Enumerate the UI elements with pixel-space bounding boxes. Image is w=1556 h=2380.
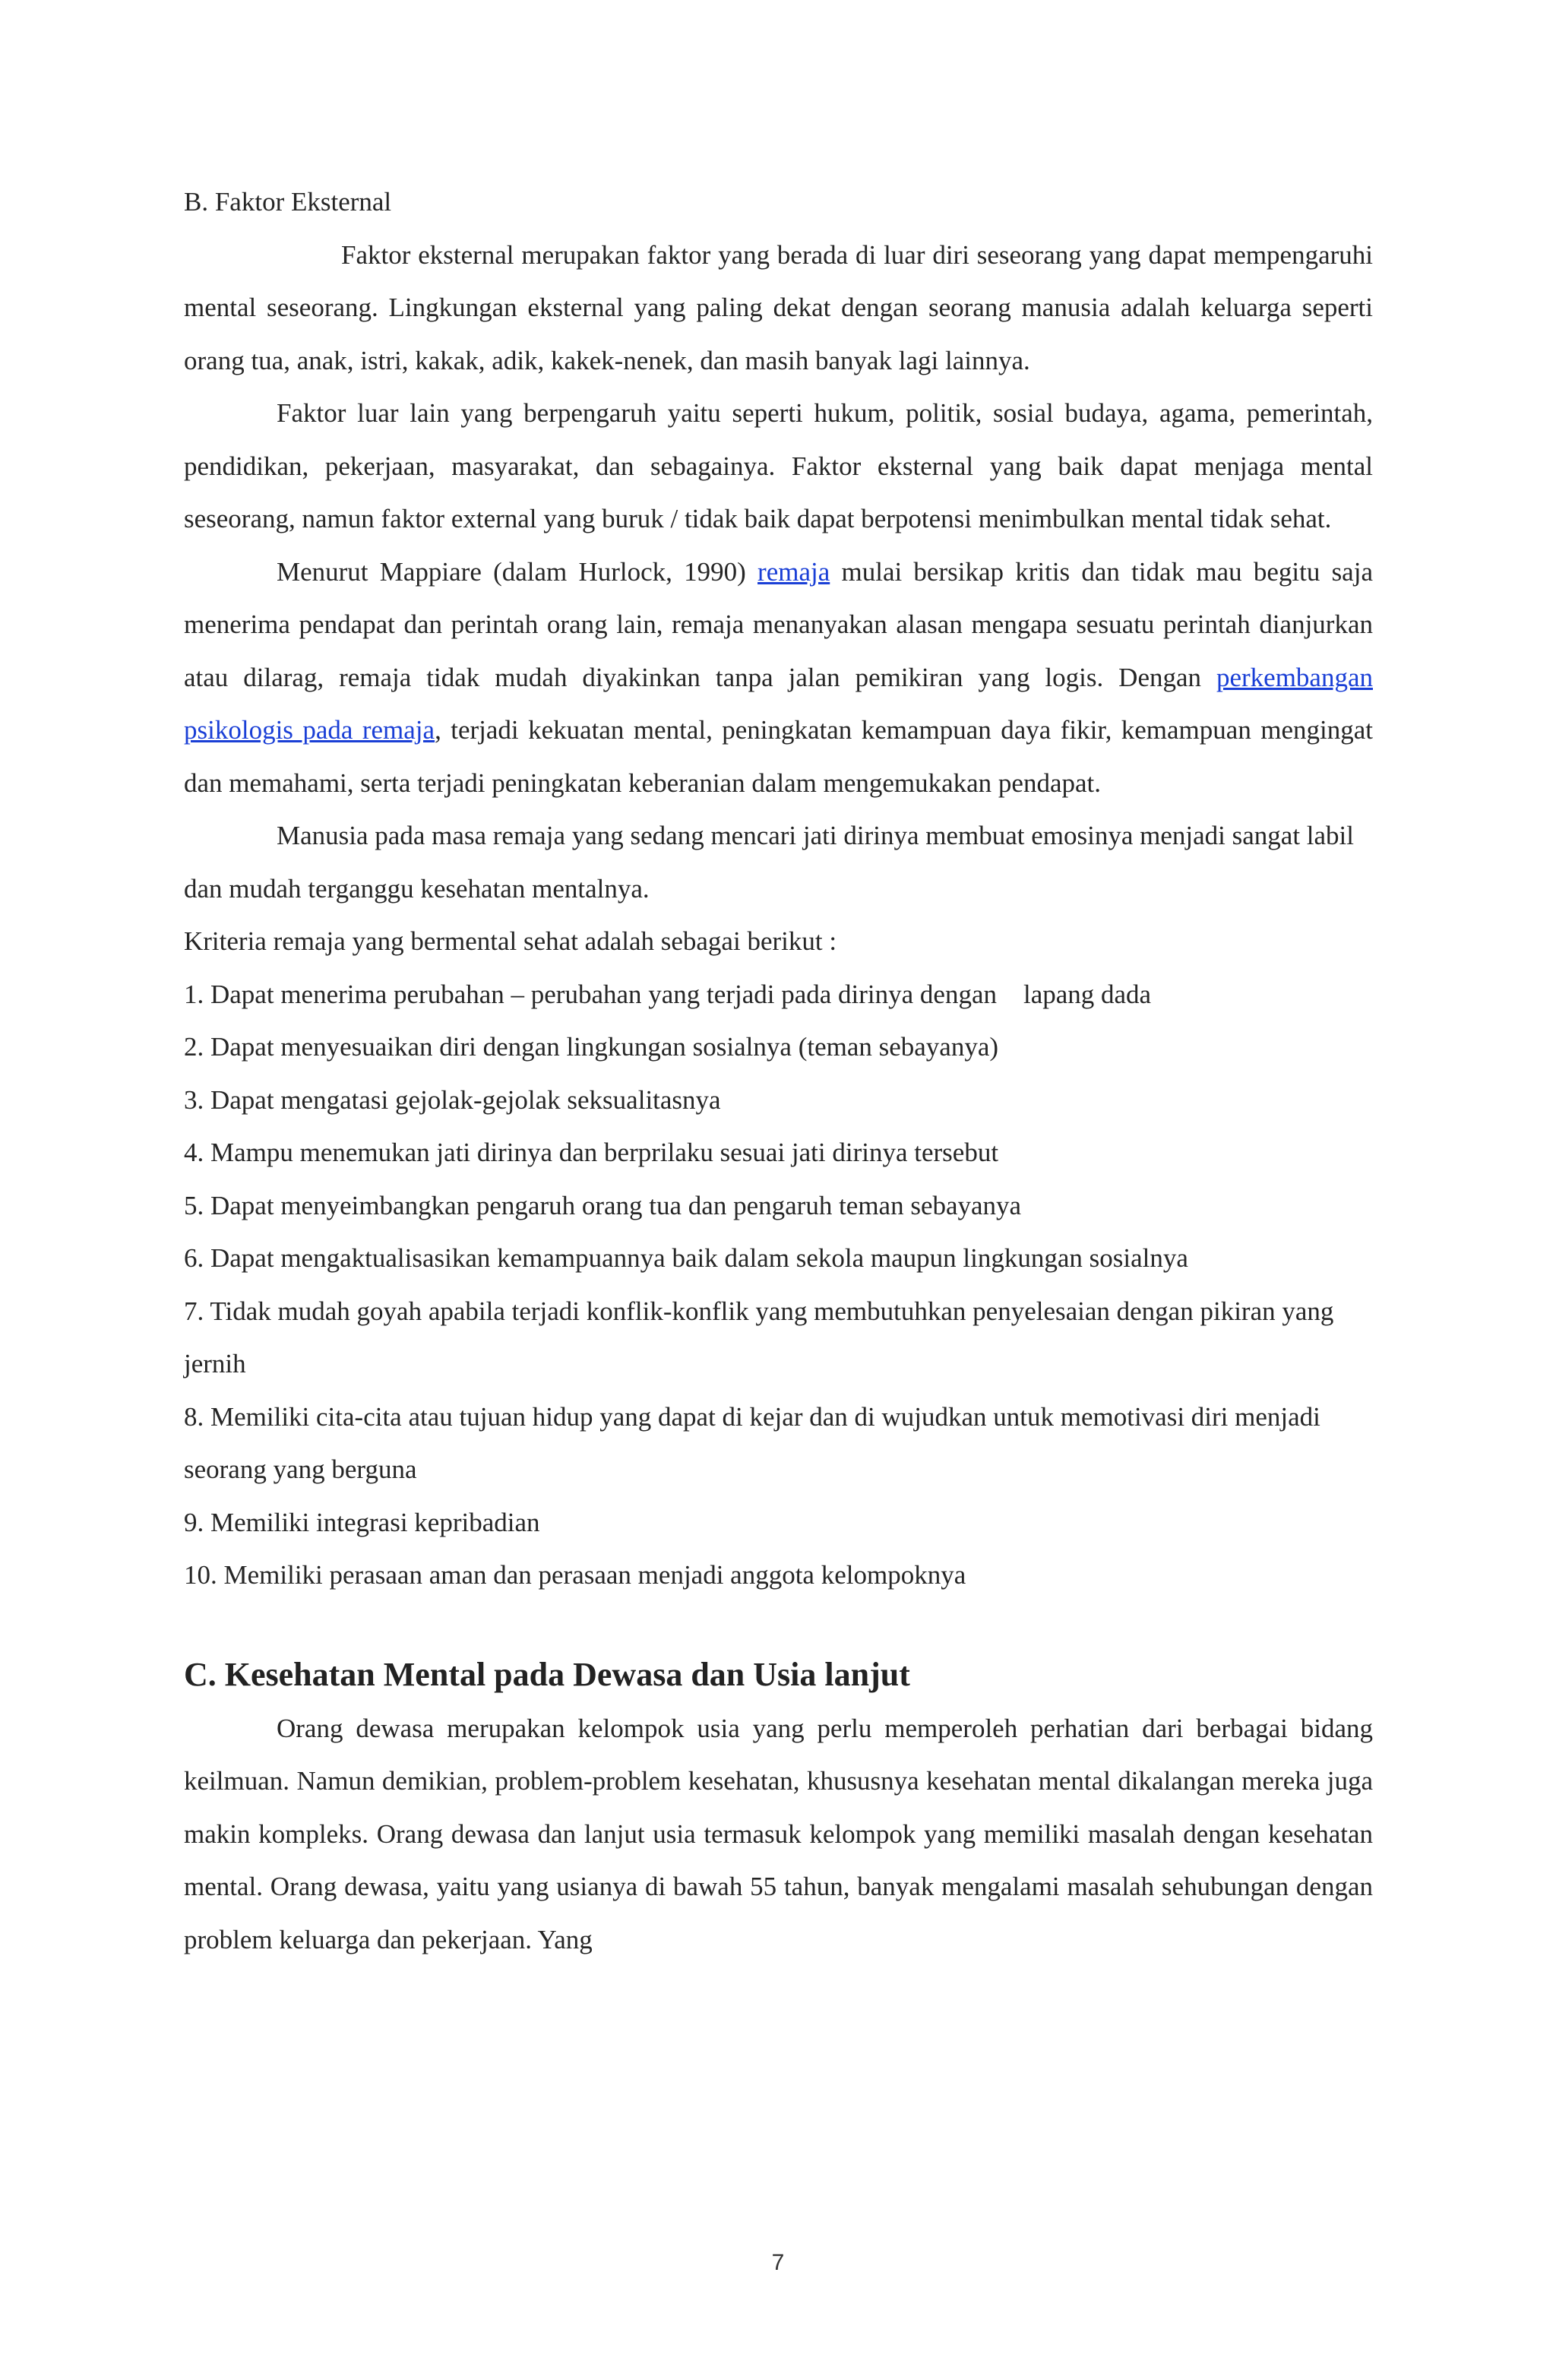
page-number: 7: [771, 2250, 785, 2275]
section-b-paragraph-4: Manusia pada masa remaja yang sedang mencari jati dirinya membuat emosinya menjadi sangat labil dan mudah terganggu kesehatan mentalnya.: [184, 821, 1354, 904]
criteria-item: 6. Dapat mengaktualisasikan kemampuannya baik dalam sekola maupun lingkungan sosialnya: [184, 1243, 1188, 1273]
criteria-item: 10. Memiliki perasaan aman dan perasaan menjadi anggota kelompoknya: [184, 1560, 966, 1590]
paragraph-3-text-b: mulai bersikap kritis dan tidak mau begitu saja menerima pendapat dan perintah orang lain, remaja menanyakan alasan mengapa sesuatu perintah dianjurkan atau dilarag, remaja tidak mudah diyakinkan tanpa jalan pemikiran yang logis. Dengan: [184, 556, 1373, 692]
criteria-item: 5. Dapat menyeimbangkan pengaruh orang tua dan pengaruh teman sebayanya: [184, 1190, 1022, 1220]
section-c-paragraph-1: Orang dewasa merupakan kelompok usia yang perlu memperoleh perhatian dari berbagai bidang keilmuan. Namun demikian, problem-problem kesehatan, khususnya kesehatan mental dikalangan mereka juga makin kompleks. Orang dewasa dan lanjut usia termasuk kelompok yang memiliki masalah dengan kesehatan mental. Orang dewasa, yaitu yang usianya di bawah 55 tahun, banyak mengalami masalah sehubungan dengan problem keluarga dan pekerjaan. Yang: [184, 1713, 1373, 1954]
criteria-item: 3. Dapat mengatasi gejolak-gejolak seksualitasnya: [184, 1084, 721, 1115]
criteria-list: [184, 968, 1373, 1602]
section-b-paragraph-2: Faktor luar lain yang berpengaruh yaitu seperti hukum, politik, sosial budaya, agama, pemerintah, pendidikan, pekerjaan, masyarakat, dan sebagainya. Faktor eksternal yang baik dapat menjaga mental seseorang, namun faktor external yang buruk / tidak baik dapat berpotensi menimbulkan mental tidak sehat.: [184, 398, 1373, 533]
section-b-paragraph-1: Faktor eksternal merupakan faktor yang berada di luar diri seseorang yang dapat mempengaruhi mental seseorang. Lingkungan eksternal yang paling dekat dengan seorang manusia adalah keluarga seperti orang tua, anak, istri, kakak, adik, kakek-nenek, dan masih banyak lagi lainnya.: [184, 239, 1373, 375]
perkembangan-psikologis-link[interactable]: perkembangan psikologis pada remaja: [184, 662, 1373, 745]
criteria-item: 8. Memiliki cita-cita atau tujuan hidup yang dapat di kejar dan di wujudkan untuk memotivasi diri menjadi seorang yang berguna: [184, 1401, 1320, 1484]
criteria-item: 1. Dapat menerima perubahan – perubahan yang terjadi pada dirinya dengan lapang dada: [184, 979, 1152, 1009]
page-content: [184, 176, 1373, 1966]
section-b-heading: B. Faktor Eksternal: [184, 187, 392, 217]
section-c-heading: C. Kesehatan Mental pada Dewasa dan Usia lanjut: [184, 1655, 910, 1693]
criteria-item: 7. Tidak mudah goyah apabila terjadi konflik-konflik yang membutuhkan penyelesaian dengan pikiran yang jernih: [184, 1296, 1334, 1378]
criteria-item: 2. Dapat menyesuaikan diri dengan lingkungan sosialnya (teman sebayanya): [184, 1032, 999, 1062]
criteria-item: 9. Memiliki integrasi kepribadian: [184, 1507, 540, 1537]
remaja-link[interactable]: remaja: [757, 556, 830, 587]
criteria-item: 4. Mampu menemukan jati dirinya dan berprilaku sesuai jati dirinya tersebut: [184, 1138, 999, 1167]
paragraph-3-text-a: Menurut Mappiare (dalam Hurlock, 1990): [277, 556, 758, 587]
section-b-paragraph-3: [184, 546, 1373, 810]
paragraph-3-text-c: , terjadi kekuatan mental, peningkatan kemampuan daya fikir, kemampuan mengingat dan memahami, serta terjadi peningkatan keberanian dalam mengemukakan pendapat.: [184, 715, 1373, 798]
criteria-intro: Kriteria remaja yang bermental sehat adalah sebagai berikut :: [184, 926, 837, 956]
